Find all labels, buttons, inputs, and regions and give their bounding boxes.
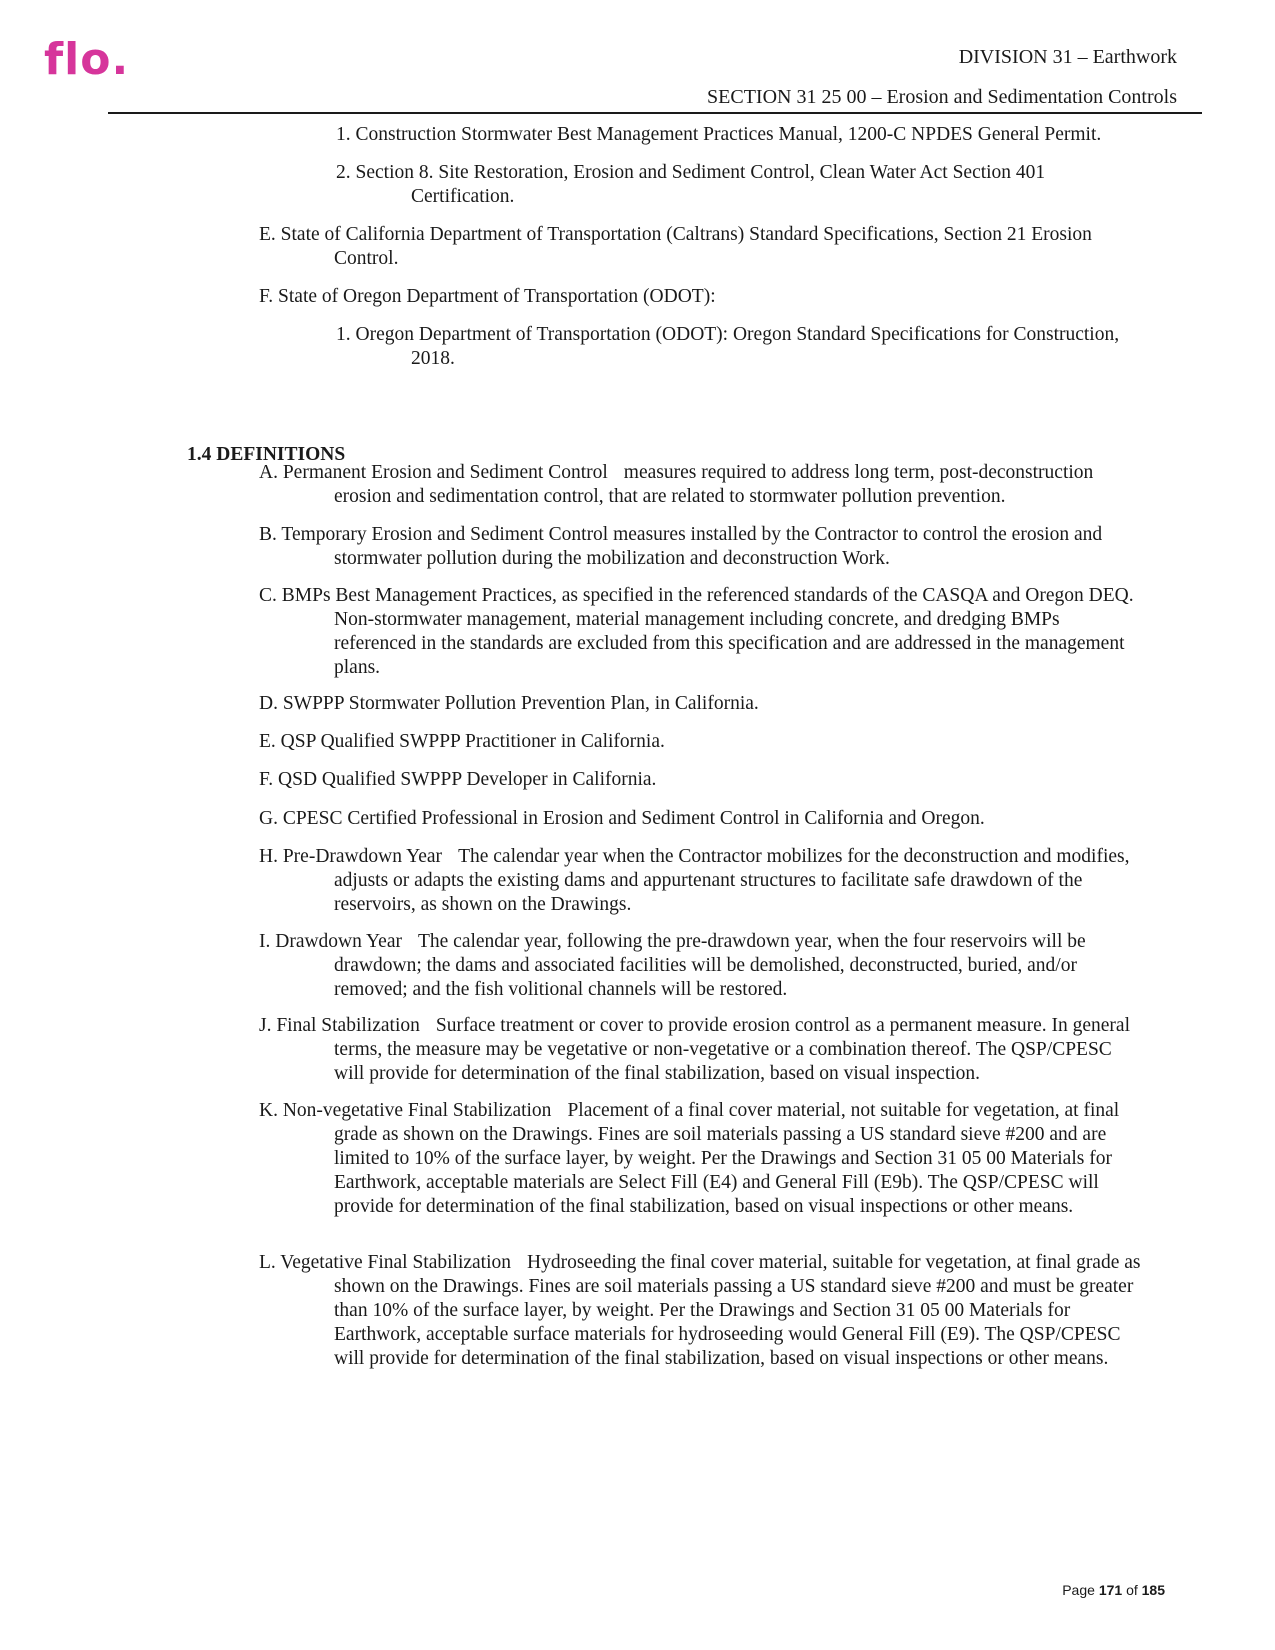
definition-c: C. BMPs Best Management Practices, as specified in the referenced standards of the CASQA and Oregon DEQ. Non-stormwater management, material management including concrete, and dredging BMPs referenced in the standards are excluded from this specification and are addressed in the management plans. [259,585,1134,678]
section-title: SECTION 31 25 00 – Erosion and Sedimentation Controls [707,86,1177,108]
page-number [1062,1582,1165,1598]
definition-a-text: measures required to address long term, post-deconstruction erosion and sedimentation control, that are related to stormwater pollution prevention. [334,462,1094,507]
definition-k-term: K. Non-vegetative Final Stabilization [259,1100,552,1121]
definition-l-text: Hydroseeding the final cover material, suitable for vegetation, at final grade as shown on the Drawings. Fines are soil materials passing a US standard sieve #200 and must be greater than 10% of the surface layer, by weight. Per the Drawings and Section 31 05 00 Materials for Earthwork, acceptable surface materials for hydroseeding would General Fill (E9). The QSP/CPESC will provide for determination of the final stabilization, based on visual inspections or other means. [334,1252,1141,1369]
definition-g: G. CPESC Certified Professional in Erosion and Sediment Control in California and Oregon. [259,808,985,829]
definition-a-term: A. Permanent Erosion and Sediment Control [259,462,608,483]
flo-logo: flo. [44,34,130,85]
reference-e: E. State of California Department of Transportation (Caltrans) Standard Specifications, Section 21 Erosion Control. [259,224,1092,269]
definition-l-term: L. Vegetative Final Stabilization [259,1252,512,1273]
definition-i-term: I. Drawdown Year [259,931,402,952]
definition-k [259,1099,1144,1219]
definition-h-text: The calendar year when the Contractor mobilizes for the deconstruction and modifies, adjusts or adapts the existing dams and appurtenant structures to facilitate safe drawdown of the reservoirs, as shown on the Drawings. [334,846,1130,915]
definition-i [259,930,1144,1002]
page-current: 171 [1098,1582,1123,1598]
of-label: of [1126,1582,1138,1598]
definitions-heading: 1.4 DEFINITIONS [187,444,346,465]
definition-e: E. QSP Qualified SWPPP Practitioner in California. [259,731,665,752]
definition-a [259,461,1144,509]
reference-d2: 2. Section 8. Site Restoration, Erosion and Sediment Control, Clean Water Act Section 401 Certification. [336,162,1046,207]
definition-i-text: The calendar year, following the pre-drawdown year, when the four reservoirs will be drawdown; the dams and associated facilities will be demolished, deconstructed, buried, and/or removed; and the fish volitional channels will be restored. [334,931,1086,1000]
reference-d1: 1. Construction Stormwater Best Management Practices Manual, 1200-C NPDES General Permit. [336,124,1102,145]
definition-h [259,845,1144,917]
definition-d: D. SWPPP Stormwater Pollution Prevention Plan, in California. [259,693,759,714]
definition-j-text: Surface treatment or cover to provide erosion control as a permanent measure. In general terms, the measure may be vegetative or non-vegetative or a combination thereof. The QSP/CPESC will provide for determination of the final stabilization, based on visual inspection. [334,1015,1131,1084]
page-label: Page [1062,1582,1095,1598]
reference-f1: 1. Oregon Department of Transportation (ODOT): Oregon Standard Specifications for Construction, 2018. [336,324,1120,369]
definition-f: F. QSD Qualified SWPPP Developer in California. [259,769,657,790]
definition-j-term: J. Final Stabilization [259,1015,420,1036]
division-title: DIVISION 31 – Earthwork [958,46,1177,68]
reference-f: F. State of Oregon Department of Transportation (ODOT): [259,286,716,307]
definition-l [259,1251,1144,1371]
header-rule [108,112,1202,114]
definition-k-text: Placement of a final cover material, not suitable for vegetation, at final grade as shown on the Drawings. Fines are soil materials passing a US standard sieve #200 and are limited to 10% of the surface layer, by weight. Per the Drawings and Section 31 05 00 Materials for Earthwork, acceptable materials are Select Fill (E4) and General Fill (E9b). The QSP/CPESC will provide for determination of the final stabilization, based on visual inspections or other means. [334,1100,1120,1217]
page-total: 185 [1141,1582,1165,1598]
definition-h-term: H. Pre-Drawdown Year [259,846,443,867]
definition-b: B. Temporary Erosion and Sediment Control measures installed by the Contractor to control the erosion and stormwater pollution during the mobilization and deconstruction Work. [259,524,1103,569]
definition-j [259,1014,1144,1086]
